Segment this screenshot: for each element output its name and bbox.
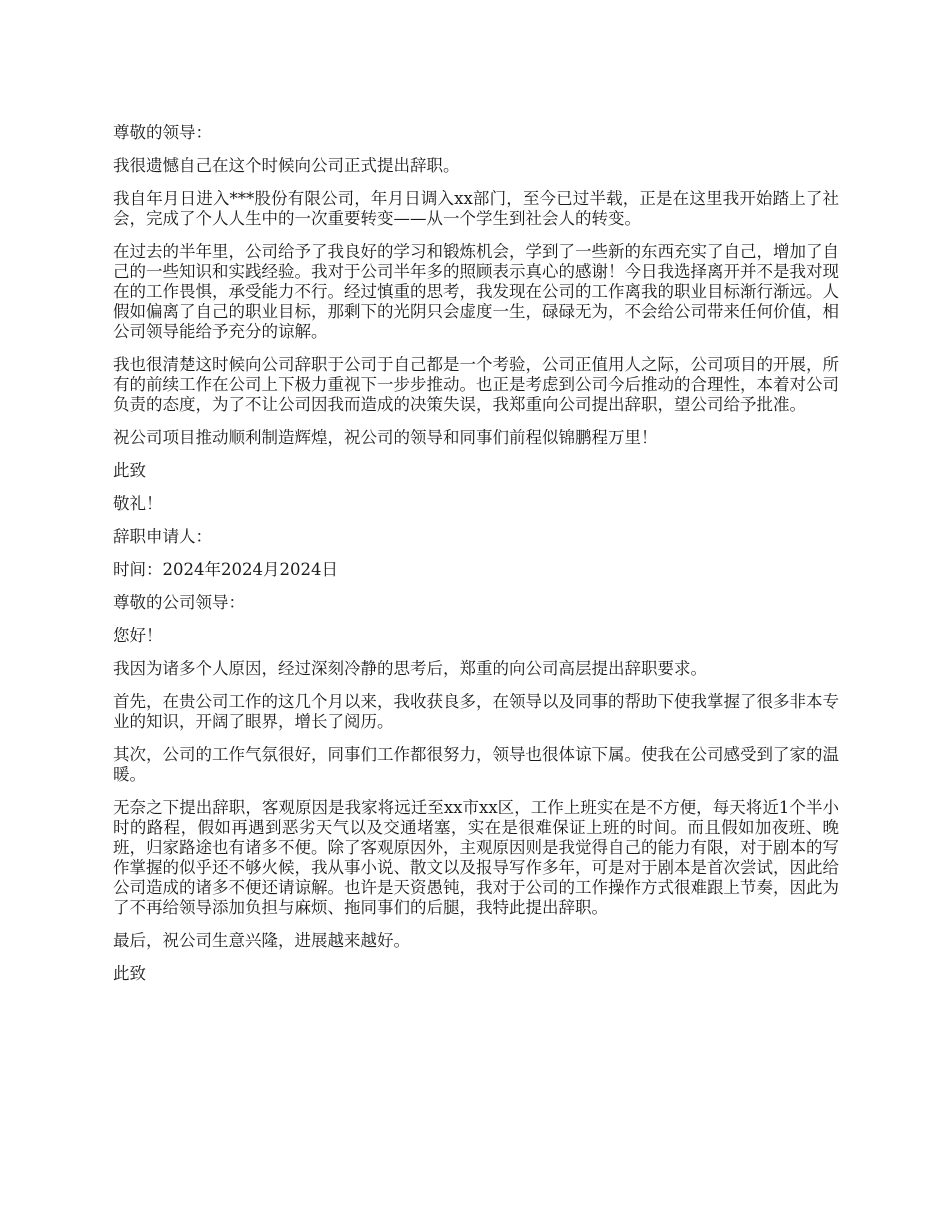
date-line: 时间：2024年2024月2024日 (113, 560, 338, 579)
paragraph: 首先，在贵公司工作的这几个月以来，我收获良多，在领导以及同事的帮助下使我掌握了很多非本专业的知识，开阔了眼界，增长了阅历。 (113, 692, 839, 731)
closing: 此致 (113, 461, 146, 480)
greeting: 您好！ (113, 626, 163, 645)
closing: 此致 (113, 964, 146, 983)
paragraph: 我因为诸多个人原因，经过深刻冷静的思考后，郑重的向公司高层提出辞职要求。 (113, 659, 707, 678)
paragraph: 祝公司项目推动顺利制造辉煌，祝公司的领导和同事们前程似锦鹏程万里！ (113, 428, 658, 447)
letter-body (113, 123, 839, 997)
paragraph: 我自年月日进入***股份有限公司，年月日调入xx部门，至今已过半载，正是在这里我开始踏上了社会，完成了个人人生中的一次重要转变——从一个学生到社会人的转变。 (113, 189, 839, 228)
closing: 敬礼！ (113, 494, 163, 513)
paragraph: 最后，祝公司生意兴隆，进展越来越好。 (113, 931, 410, 950)
paragraph: 在过去的半年里，公司给予了我良好的学习和锻炼机会，学到了一些新的东西充实了自己，增加了自己的一些知识和实践经验。我对于公司半年多的照顾表示真心的感谢！今日我选择离开并不是我对现在的工作畏惧，承受能力不行。经过慎重的思考，我发现在公司的工作离我的职业目标渐行渐远。人假如偏离了自己的职业目标，那剩下的光阴只会虚度一生，碌碌无为，不会给公司带来任何价值，相公司领导能给予充分的谅解。 (113, 242, 839, 341)
paragraph: 无奈之下提出辞职，客观原因是我家将远迁至xx市xx区，工作上班实在是不方便，每天将近1个半小时的路程，假如再遇到恶劣天气以及交通堵塞，实在是很难保证上班的时间。而且假如加夜班、晚班，归家路途也有诸多不便。除了客观原因外，主观原因则是我觉得自己的能力有限，对于剧本的写作掌握的似乎还不够火候，我从事小说、散文以及报导写作多年，可是对于剧本是首次尝试，因此给公司造成的诸多不便还请谅解。也许是天资愚钝，我对于公司的工作操作方式很难跟上节奏，因此为了不再给领导添加负担与麻烦、拖同事们的后腿，我特此提出辞职。 (113, 798, 839, 917)
paragraph: 其次，公司的工作气氛很好，同事们工作都很努力，领导也很体谅下属。使我在公司感受到了家的温暖。 (113, 745, 839, 784)
salutation: 尊敬的领导： (113, 123, 212, 142)
paragraph: 我也很清楚这时候向公司辞职于公司于自己都是一个考验，公司正值用人之际，公司项目的开展，所有的前续工作在公司上下极力重视下一步步推动。也正是考虑到公司今后推动的合理性，本着对公司负责的态度，为了不让公司因我而造成的决策失误，我郑重向公司提出辞职，望公司给予批准。 (113, 355, 839, 414)
salutation: 尊敬的公司领导： (113, 593, 245, 612)
paragraph: 我很遗憾自己在这个时候向公司正式提出辞职。 (113, 156, 460, 175)
signature-line: 辞职申请人： (113, 527, 212, 546)
